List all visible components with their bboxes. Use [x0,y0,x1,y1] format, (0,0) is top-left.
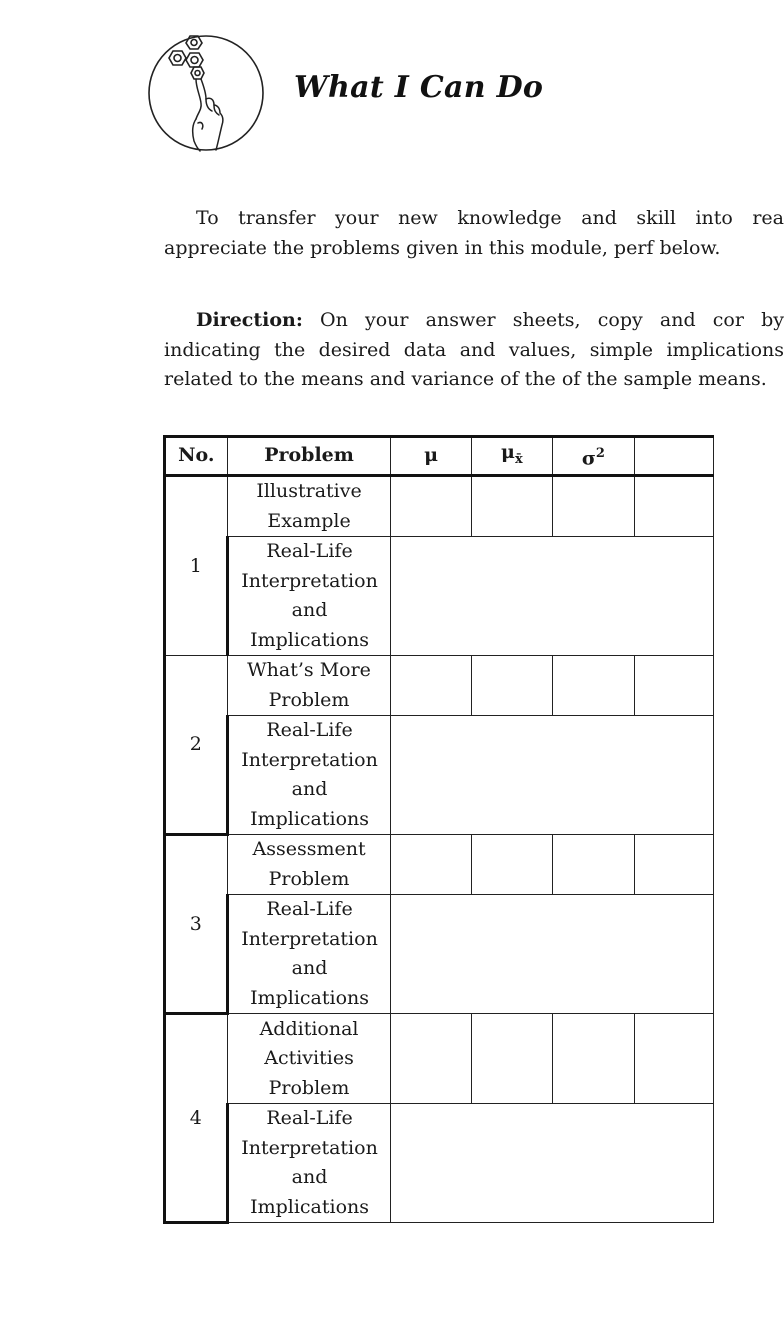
hand-holding-nuts-icon [146,33,266,153]
row-3-number: 3 [165,835,228,1014]
row-1-extra-cell [634,476,713,537]
row-2-number: 2 [165,656,228,835]
row-1-mu-cell [391,476,471,537]
row-4-number: 4 [165,1014,228,1223]
row-2-interpretation: Real-Life Interpretation and Implications [227,716,391,835]
direction-paragraph [164,306,784,395]
row-4-sigma-cell [553,1014,635,1104]
row-1-interpretation: Real-Life Interpretation and Implications [227,537,391,656]
header-problem: Problem [227,437,391,476]
row-2-mu-xbar-cell [471,656,552,716]
row-4-interpretation-cell [391,1104,714,1223]
row-4-problem: Additional Activities Problem [227,1014,391,1104]
direction-text: On your answer sheets, copy and cor by indicating the desired data and values, simple implications related to the means and variance of the of the sample means. [164,309,784,390]
header-sigma-squared [553,437,635,476]
row-2-extra-cell [634,656,713,716]
intro-paragraph: To transfer your new knowledge and skill into rea appreciate the problems given in this module, perf below. [164,207,784,259]
row-3-mu-xbar-cell [471,835,552,895]
row-2-interpretation-cell [391,716,714,835]
row-2-mu-cell [391,656,471,716]
row-1-number: 1 [165,476,228,656]
row-2-sigma-cell [553,656,635,716]
row-3-interpretation-cell [391,895,714,1014]
answer-table [163,435,714,1224]
row-3-mu-cell [391,835,471,895]
header-no: No. [165,437,228,476]
header-mu-xbar-sub: x̄ [514,451,523,467]
row-2-problem: What’s More Problem [227,656,391,716]
row-3-interpretation: Real-Life Interpretation and Implications [227,895,391,1014]
row-4-mu-xbar-cell [471,1014,552,1104]
row-3-sigma-cell [553,835,635,895]
header-extra [634,437,713,476]
row-1-interpretation-cell [391,537,714,656]
row-4-extra-cell [634,1014,713,1104]
header-mu-xbar [471,437,552,476]
header-sigma-base: σ [581,447,596,470]
row-3-extra-cell [634,835,713,895]
row-3-problem: Assessment Problem [227,835,391,895]
row-1-mu-xbar-cell [471,476,552,537]
row-4-interpretation: Real-Life Interpretation and Implications [227,1104,391,1223]
page-title: What I Can Do [294,70,544,105]
header-mu: μ [391,437,471,476]
header-mu-xbar-base: μ [501,441,515,463]
row-4-mu-cell [391,1014,471,1104]
row-1-sigma-cell [553,476,635,537]
header-sigma-sup: 2 [595,445,605,461]
direction-label: Direction: [196,309,303,331]
row-1-problem: Illustrative Example [227,476,391,537]
